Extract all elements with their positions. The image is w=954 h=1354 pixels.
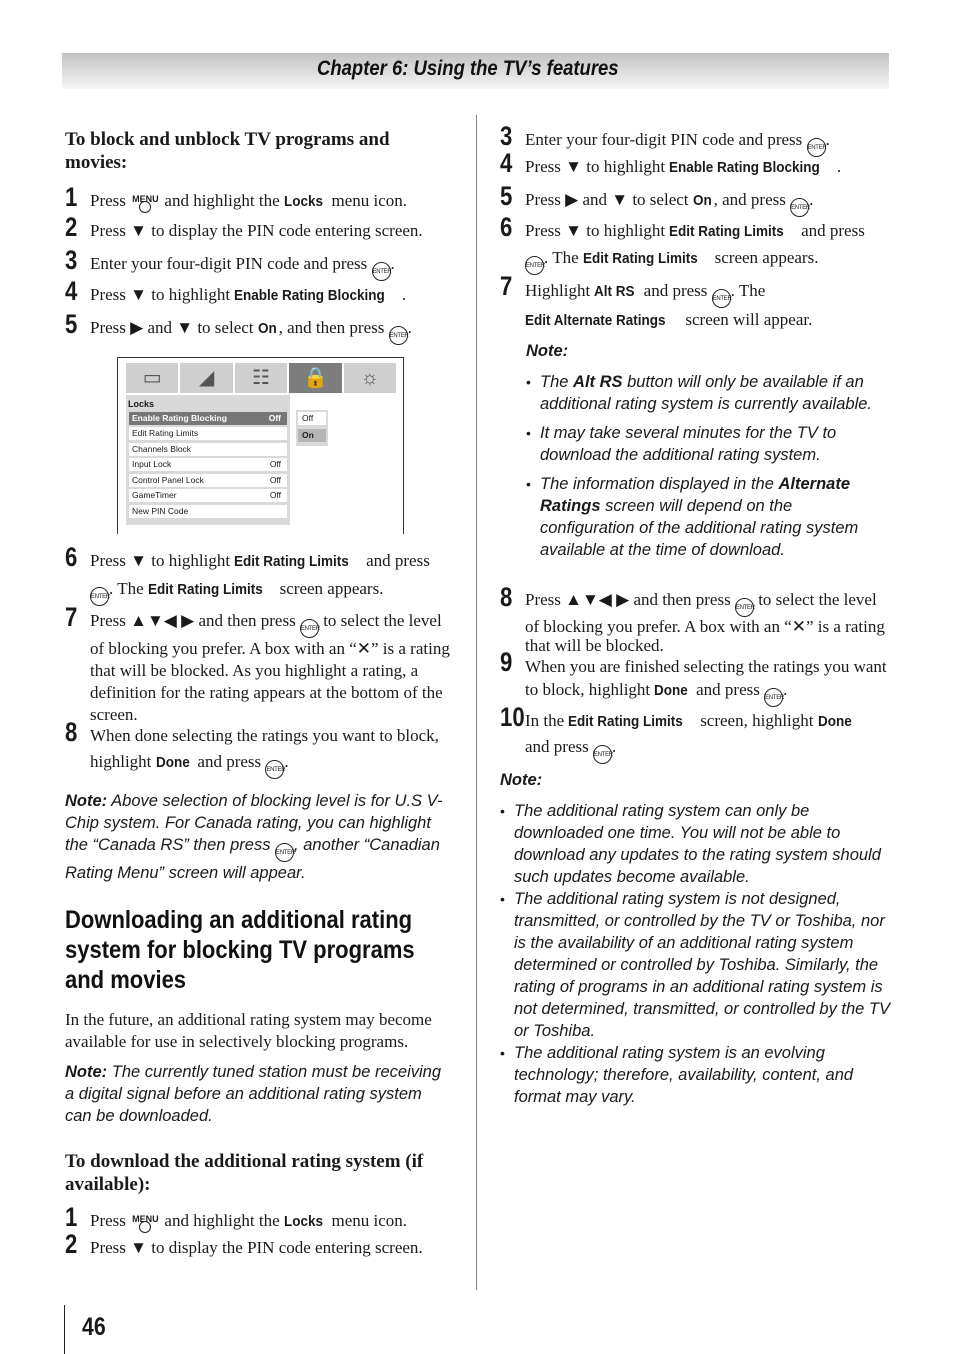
applications-menu-icon: ☼ <box>360 367 379 389</box>
locks-menu-icon: 🔒 <box>289 363 343 393</box>
enter-button-icon: ENTER <box>807 138 826 157</box>
list-item: • The additional rating system is not designed, transmitted, or controlled by the TV or Toshiba, nor is the availability of an additional rating system determined or controlled by Toshiba. Similarly, the rating of programs in an additional rating system is not determined, transmitted, or controlled by the TV or Toshiba. <box>500 888 892 1042</box>
locks-menu-screenshot <box>117 357 404 534</box>
note-label-2: Note: <box>500 771 543 789</box>
menu-title: Locks <box>128 399 155 409</box>
list-item: • The information displayed in the Alternate Ratings screen will depend on the configuration of the additional rating system available at the time of download. <box>526 473 881 561</box>
list-item: • It may take several minutes for the TV to download the additional rating system. <box>526 422 881 466</box>
download-subheading: To download the additional rating system (if available): <box>65 1151 424 1195</box>
chapter-title: Chapter 6: Using the TV’s features <box>317 57 619 80</box>
menu-row: Enable Rating Blocking Off <box>129 412 287 425</box>
audio-menu-icon: ◢ <box>180 363 234 393</box>
menu-row: New PIN Code <box>129 505 287 518</box>
option-on: On <box>298 429 326 442</box>
block-heading: To block and unblock TV programs and movies: <box>65 129 390 173</box>
note-bullets-additional-rating <box>500 800 892 1108</box>
option-off: Off <box>298 412 326 425</box>
menu-row: Edit Rating Limits <box>129 427 287 440</box>
download-section-heading: Downloading an additional rating system for blocking TV programs and movies <box>65 906 415 994</box>
enter-button-icon: ENTER <box>593 745 612 764</box>
enter-button-icon: ENTER <box>764 688 783 707</box>
note-digital-signal: Note: The currently tuned station must be receiving a digital signal before an additional rating system can be downloaded. <box>65 1063 442 1125</box>
locks-menu-panel <box>126 395 290 525</box>
note-canada: Note: Above selection of blocking level is for U.S V-Chip system. For Canada rating, you can highlight the “Canada RS” then press ENTER, another “Canadian Rating Menu” screen will appear. <box>65 792 443 882</box>
enter-button-icon: ENTER <box>525 256 544 275</box>
enter-button-icon: ENTER <box>265 760 284 779</box>
menu-icon-bar <box>126 363 396 393</box>
list-item: • The additional rating system is an evolving technology; therefore, availability, content, and format may vary. <box>500 1042 892 1108</box>
list-item: • The Alt RS button will only be available if an additional rating system is currently available. <box>526 371 881 415</box>
enter-button-icon: ENTER <box>372 262 391 281</box>
enter-button-icon: ENTER <box>275 843 294 862</box>
column-divider <box>476 115 477 1290</box>
picture-menu-icon: ▭ <box>126 363 180 393</box>
setup-menu-icon: ☷ <box>235 363 289 393</box>
note-label: Note: <box>526 342 569 360</box>
note-bullets-alt-rs <box>526 371 881 561</box>
enter-button-icon: ENTER <box>90 587 109 606</box>
chapter-header <box>62 53 889 89</box>
menu-row: Channels Block <box>129 443 287 456</box>
enter-button-icon: ENTER <box>389 326 408 345</box>
menu-row: GameTimer Off <box>129 489 287 502</box>
download-intro: In the future, an additional rating system may become available for use in selectively blocking programs. <box>65 1010 432 1051</box>
menu-button-icon: MENU <box>130 1212 160 1232</box>
option-popup <box>296 410 328 446</box>
menu-button-icon: MENU <box>130 192 160 212</box>
page-number: 46 <box>82 1313 106 1341</box>
page-number-rule <box>64 1305 65 1354</box>
menu-row: Control Panel Lock Off <box>129 474 287 487</box>
menu-row: Input Lock Off <box>129 458 287 471</box>
enter-button-icon: ENTER <box>300 619 319 638</box>
enter-button-icon: ENTER <box>712 289 731 308</box>
enter-button-icon: ENTER <box>790 198 809 217</box>
enter-button-icon: ENTER <box>735 598 754 617</box>
list-item: • The additional rating system can only be downloaded one time. You will not be able to download any updates to the rating system should such updates become available. <box>500 800 892 888</box>
